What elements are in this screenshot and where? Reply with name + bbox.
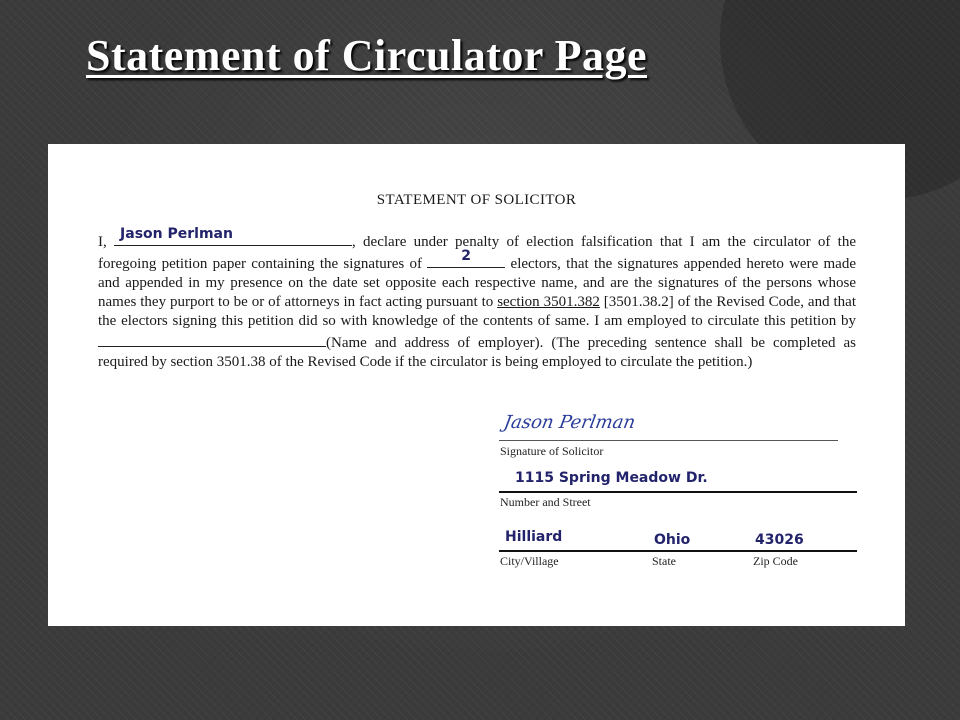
- city-state-zip-line: [499, 550, 857, 552]
- paragraph-text-2: , declare under penalty of election falsification that I am the circulator of the foregoing petition paper containing the signatures of: [98, 234, 856, 272]
- signature-label: Signature of Solicitor: [500, 444, 604, 458]
- signature-line: [499, 440, 838, 441]
- form-heading: STATEMENT OF SOLICITOR: [376, 192, 577, 208]
- zip-value: 43026: [755, 532, 804, 548]
- handwritten-signature: Jason Perlman: [502, 412, 637, 433]
- paragraph-text-4: [3501.38.2] of the Revised Code, and that the electors signing this petition did so with knowledge of the contents of same. I am employed to circulate this petition by: [98, 294, 856, 329]
- street-value: 1115 Spring Meadow Dr.: [515, 470, 708, 486]
- paragraph-text-1: I,: [98, 234, 115, 250]
- street-label: Number and Street: [500, 495, 591, 509]
- state-value: Ohio: [654, 532, 691, 548]
- paragraph-text-3: electors, that the signatures appended hereto were made and appended in my presence on the date set opposite each respective name, and are the signatures of the persons whose names they purport to be or of attorneys in fact acting pursuant to: [98, 256, 856, 310]
- declaration-paragraph: [98, 226, 856, 372]
- city-value: Hilliard: [505, 529, 563, 545]
- petition-form-image: [48, 144, 905, 626]
- state-label: State: [652, 554, 676, 568]
- elector-count-blank: [427, 248, 505, 268]
- slide-title: Statement of Circulator Page: [86, 31, 648, 80]
- zip-label: Zip Code: [753, 554, 798, 568]
- elector-count-fill: 2: [461, 248, 472, 264]
- city-label: City/Village: [500, 554, 559, 568]
- solicitor-name-blank: [114, 226, 352, 246]
- paragraph-text-5: (Name and address of employer). (The preceding sentence shall be completed as required by section 3501.38 of the Revised Code if the circulator is being employed to circulate the petition.): [98, 335, 856, 370]
- employer-blank: [98, 331, 326, 347]
- section-reference: section 3501.382: [497, 294, 600, 310]
- street-line: [499, 491, 857, 493]
- solicitor-name-fill: Jason Perlman: [120, 226, 233, 242]
